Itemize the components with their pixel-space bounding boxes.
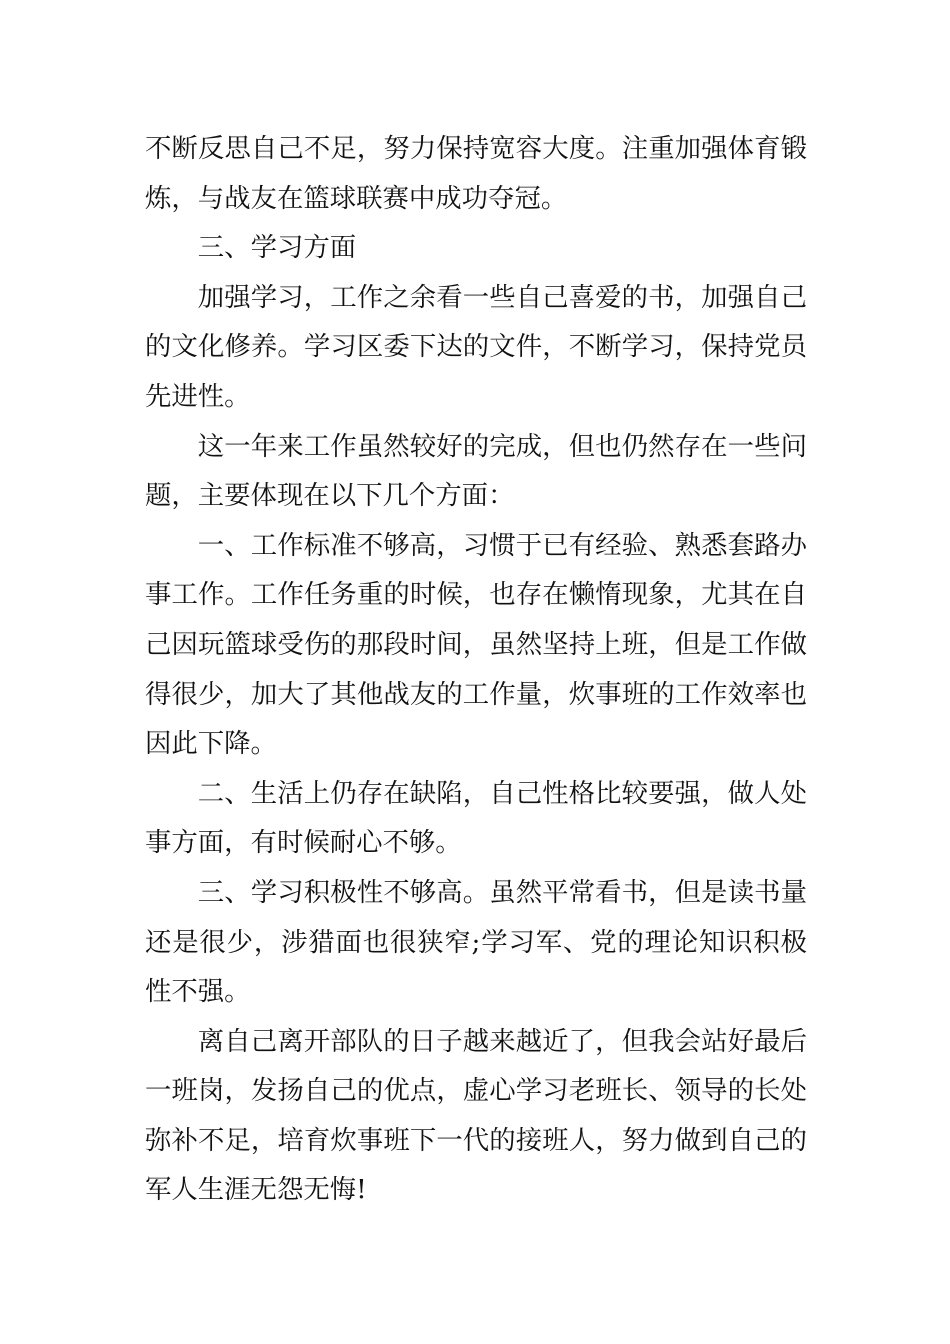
paragraph-problems-intro: 这一年来工作虽然较好的完成，但也仍然存在一些问题，主要体现在以下几个方面： (145, 430, 807, 512)
paragraph-problem-three: 三、学习积极性不够高。虽然平常看书，但是读书量还是很少，涉猎面也很狭窄;学习军、党的理论知识积极性不强。 (145, 876, 807, 1008)
paragraph-continuation: 不断反思自己不足，努力保持宽容大度。注重加强体育锻炼，与战友在篮球联赛中成功夺冠。 (145, 133, 807, 214)
paragraph-conclusion: 离自己离开部队的日子越来越近了，但我会站好最后一班岗，发扬自己的优点，虚心学习老班长、领导的长处弥补不足，培育炊事班下一代的接班人，努力做到自己的军人生涯无怨无悔! (145, 1025, 807, 1206)
paragraph-study: 加强学习，工作之余看一些自己喜爱的书，加强自己的文化修养。学习区委下达的文件，不断学习，保持党员先进性。 (145, 281, 807, 412)
section-heading-study: 三、学习方面 (197, 232, 357, 264)
paragraph-problem-two: 二、生活上仍存在缺陷，自己性格比较要强，做人处事方面，有时候耐心不够。 (145, 777, 807, 859)
paragraph-problem-one: 一、工作标准不够高，习惯于已有经验、熟悉套路办事工作。工作任务重的时候，也存在懒惰现象，尤其在自己因玩篮球受伤的那段时间，虽然坚持上班，但是工作做得很少，加大了其他战友的工作量，炊事班的工作效率也因此下降。 (145, 529, 807, 760)
document-body (145, 124, 807, 1215)
